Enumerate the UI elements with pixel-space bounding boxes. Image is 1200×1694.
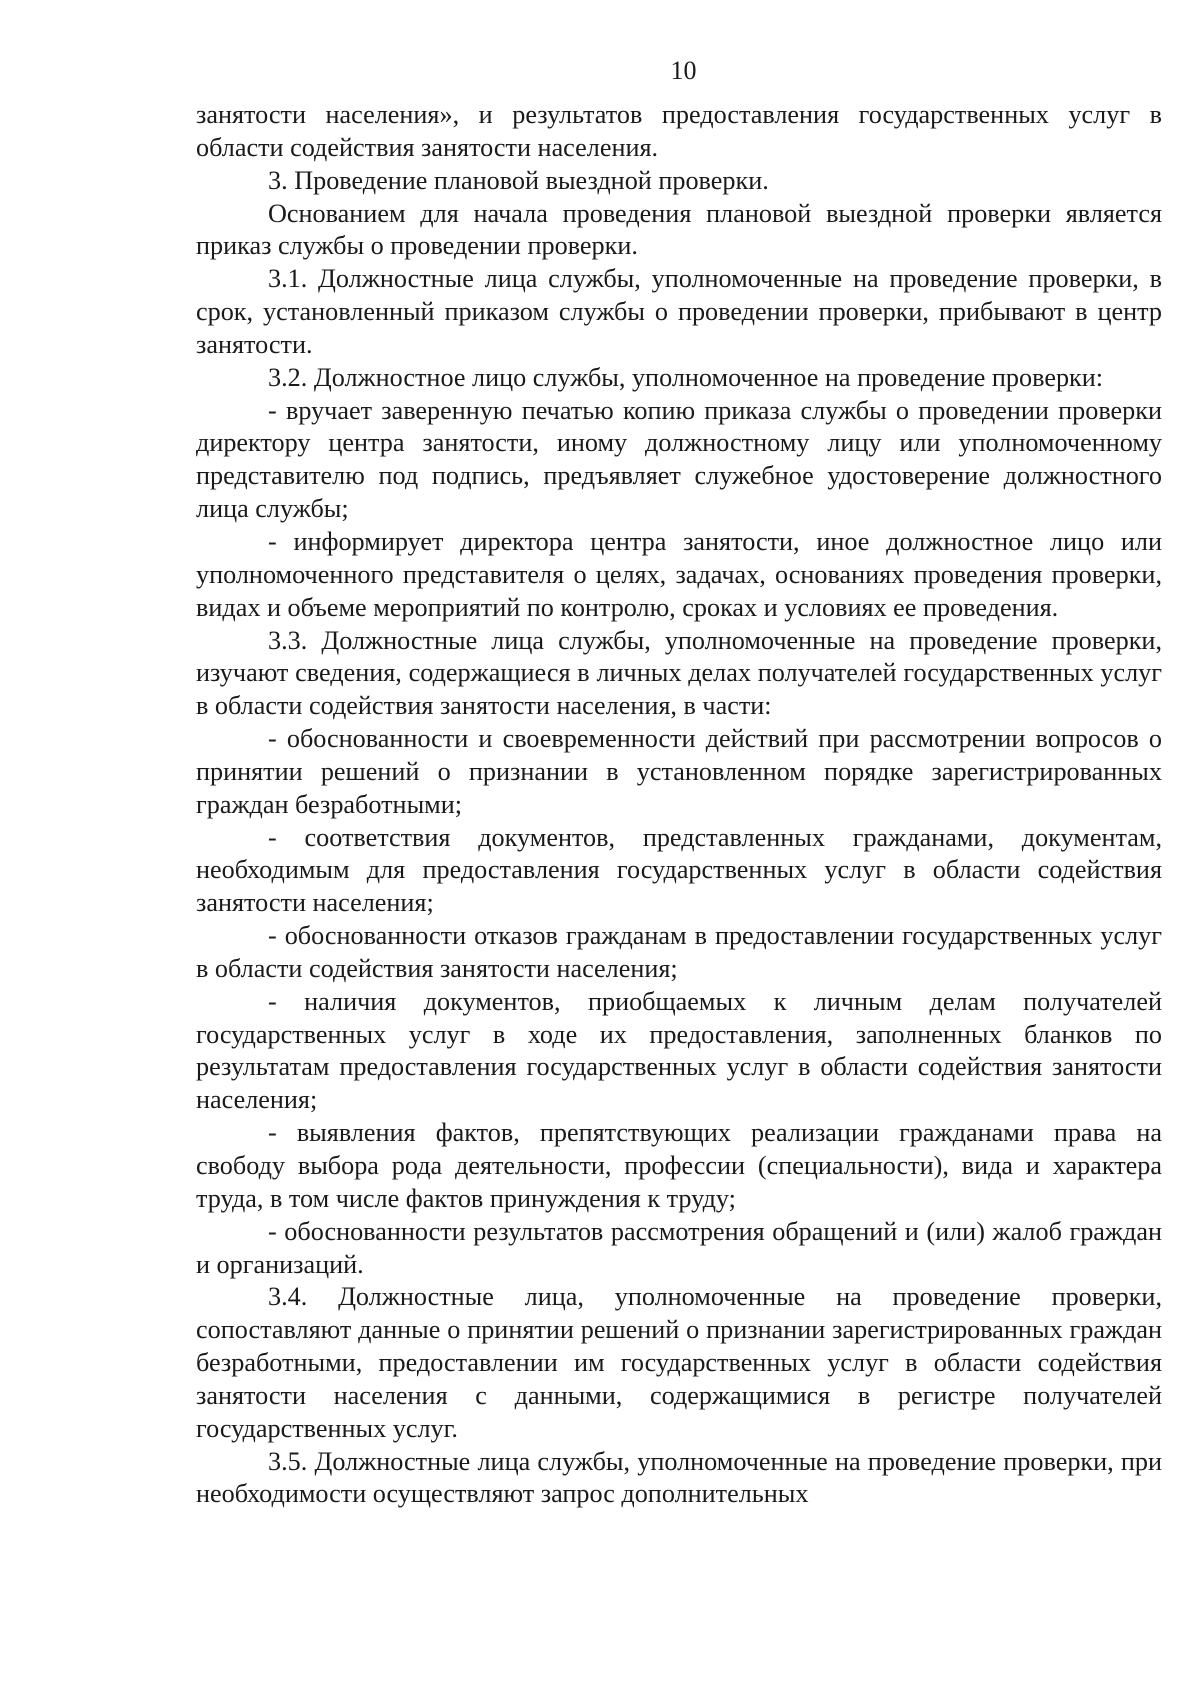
list-item: - обоснованности отказов гражданам в предоставлении государственных услуг в области содействия занятости населения; [196,921,1162,983]
list-item: - обоснованности результатов рассмотрения обращений и (или) жалоб граждан и организаций. [196,1216,1162,1279]
list-item: - наличия документов, приобщаемых к личным делам получателей государственных услуг в ходе их предоставления, заполненных бланков по результатам предоставления государственных услуг в области содействия занятости населения; [196,986,1162,1115]
paragraph-basis: Основанием для начала проведения плановой выездной проверки является приказ службы о проведении проверки. [196,198,1162,261]
clause-3-3: 3.3. Должностные лица службы, уполномоченные на проведение проверки, изучают сведения, содержащиеся в личных делах получателей государственных услуг в области содействия занятости населения, в части: [196,625,1162,721]
paragraph-continuation: занятости населения», и результатов предоставления государственных услуг в области содействия занятости населения. [196,100,1162,162]
list-item: - информирует директора центра занятости, иное должностное лицо или уполномоченного представителя о целях, задачах, основаниях проведения проверки, видах и объеме мероприятий по контролю, сроках и условиях ее проведения. [196,526,1162,622]
clause-3-4: 3.4. Должностные лица, уполномоченные на проведение проверки, сопоставляют данные о принятии решений о признании зарегистрированных граждан безработными, предоставлении им государственных услуг в области содействия занятости населения с данными, содержащимися в регистре получателей государственных услуг. [196,1282,1162,1443]
section-3-heading: 3. Проведение плановой выездной проверки. [268,165,769,195]
clause-3-2: 3.2. Должностное лицо службы, уполномоченное на проведение проверки: [268,362,1104,392]
clause-3-1: 3.1. Должностные лица службы, уполномоченные на проведение проверки, в срок, установленный приказом службы о проведении проверки, прибывают в центр занятости. [196,264,1162,359]
page-number: 10 [670,56,697,85]
list-item: - вручает заверенную печатью копию приказа службы о проведении проверки директору центра занятости, иному должностному лицу или уполномоченному представителю под подпись, предъявляет служебное удостоверение должностного лица службы; [196,395,1162,524]
list-item: - выявления фактов, препятствующих реализации гражданами права на свободу выбора рода деятельности, профессии (специальности), вида и характера труда, в том числе фактов принуждения к труду; [196,1118,1162,1213]
list-item: - обоснованности и своевременности действий при рассмотрении вопросов о принятии решений о признании в установленном порядке зарегистрированных граждан безработными; [196,724,1162,819]
document-body [196,99,1162,1511]
clause-3-5: 3.5. Должностные лица службы, уполномоченные на проведение проверки, при необходимости осуществляют запрос дополнительных [196,1446,1162,1509]
list-item: - соответствия документов, представленных гражданами, документам, необходимым для предоставления государственных услуг в области содействия занятости населения; [196,822,1162,918]
